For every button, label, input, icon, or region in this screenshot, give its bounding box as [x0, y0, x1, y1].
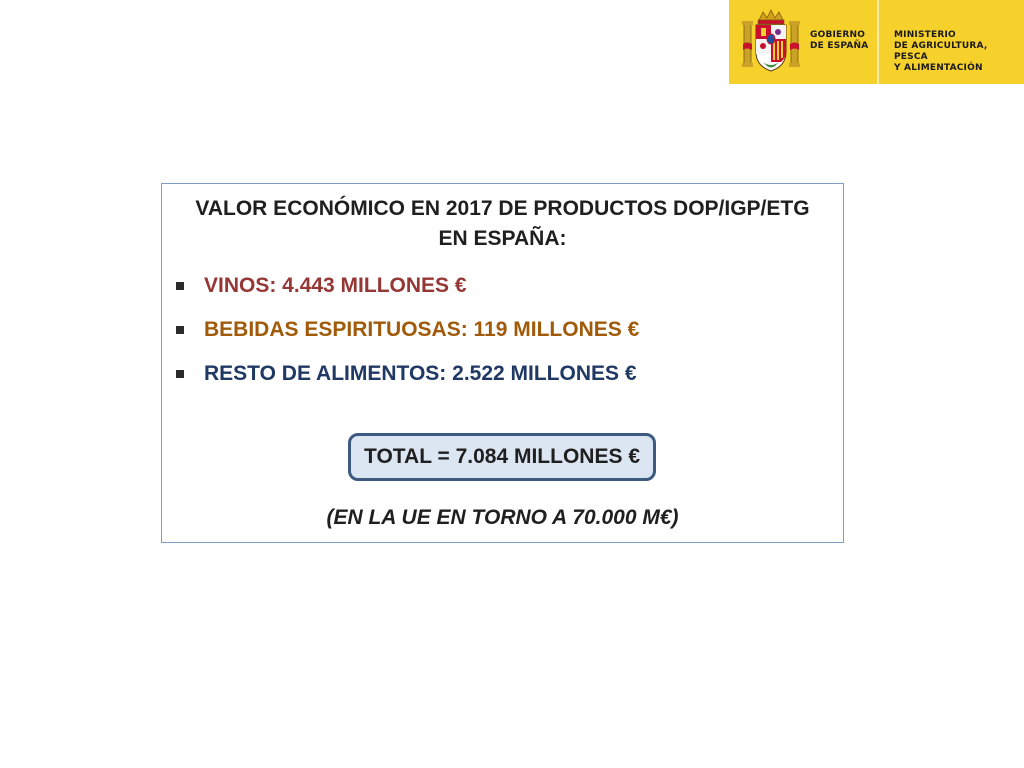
economic-value-box	[161, 183, 844, 543]
list-item-label: RESTO DE ALIMENTOS: 2.522 MILLONES €	[204, 362, 637, 385]
list-item-bebidas	[172, 308, 639, 352]
ministry-label: MINISTERIO DE AGRICULTURA, PESCA Y ALIMENTACIÓN	[894, 30, 988, 73]
box-title: VALOR ECONÓMICO EN 2017 DE PRODUCTOS DOP/IGP/ETG EN ESPAÑA:	[195, 197, 810, 250]
list-item-vinos	[172, 264, 639, 308]
government-banner	[729, 0, 1024, 84]
eu-note: (EN LA UE EN TORNO A 70.000 M€)	[326, 506, 679, 529]
total-badge: TOTAL = 7.084 MILLONES €	[348, 433, 656, 481]
square-bullet-icon	[176, 326, 184, 334]
spain-coat-of-arms-icon	[741, 8, 801, 74]
list-item-alimentos	[172, 352, 639, 396]
list-item-label: BEBIDAS ESPIRITUOSAS: 119 MILLONES €	[204, 318, 640, 341]
list-item-label: VINOS: 4.443 MILLONES €	[204, 274, 467, 297]
government-label: GOBIERNO DE ESPAÑA	[810, 30, 869, 51]
square-bullet-icon	[176, 282, 184, 290]
value-list	[172, 264, 639, 396]
square-bullet-icon	[176, 370, 184, 378]
banner-divider	[877, 0, 879, 84]
